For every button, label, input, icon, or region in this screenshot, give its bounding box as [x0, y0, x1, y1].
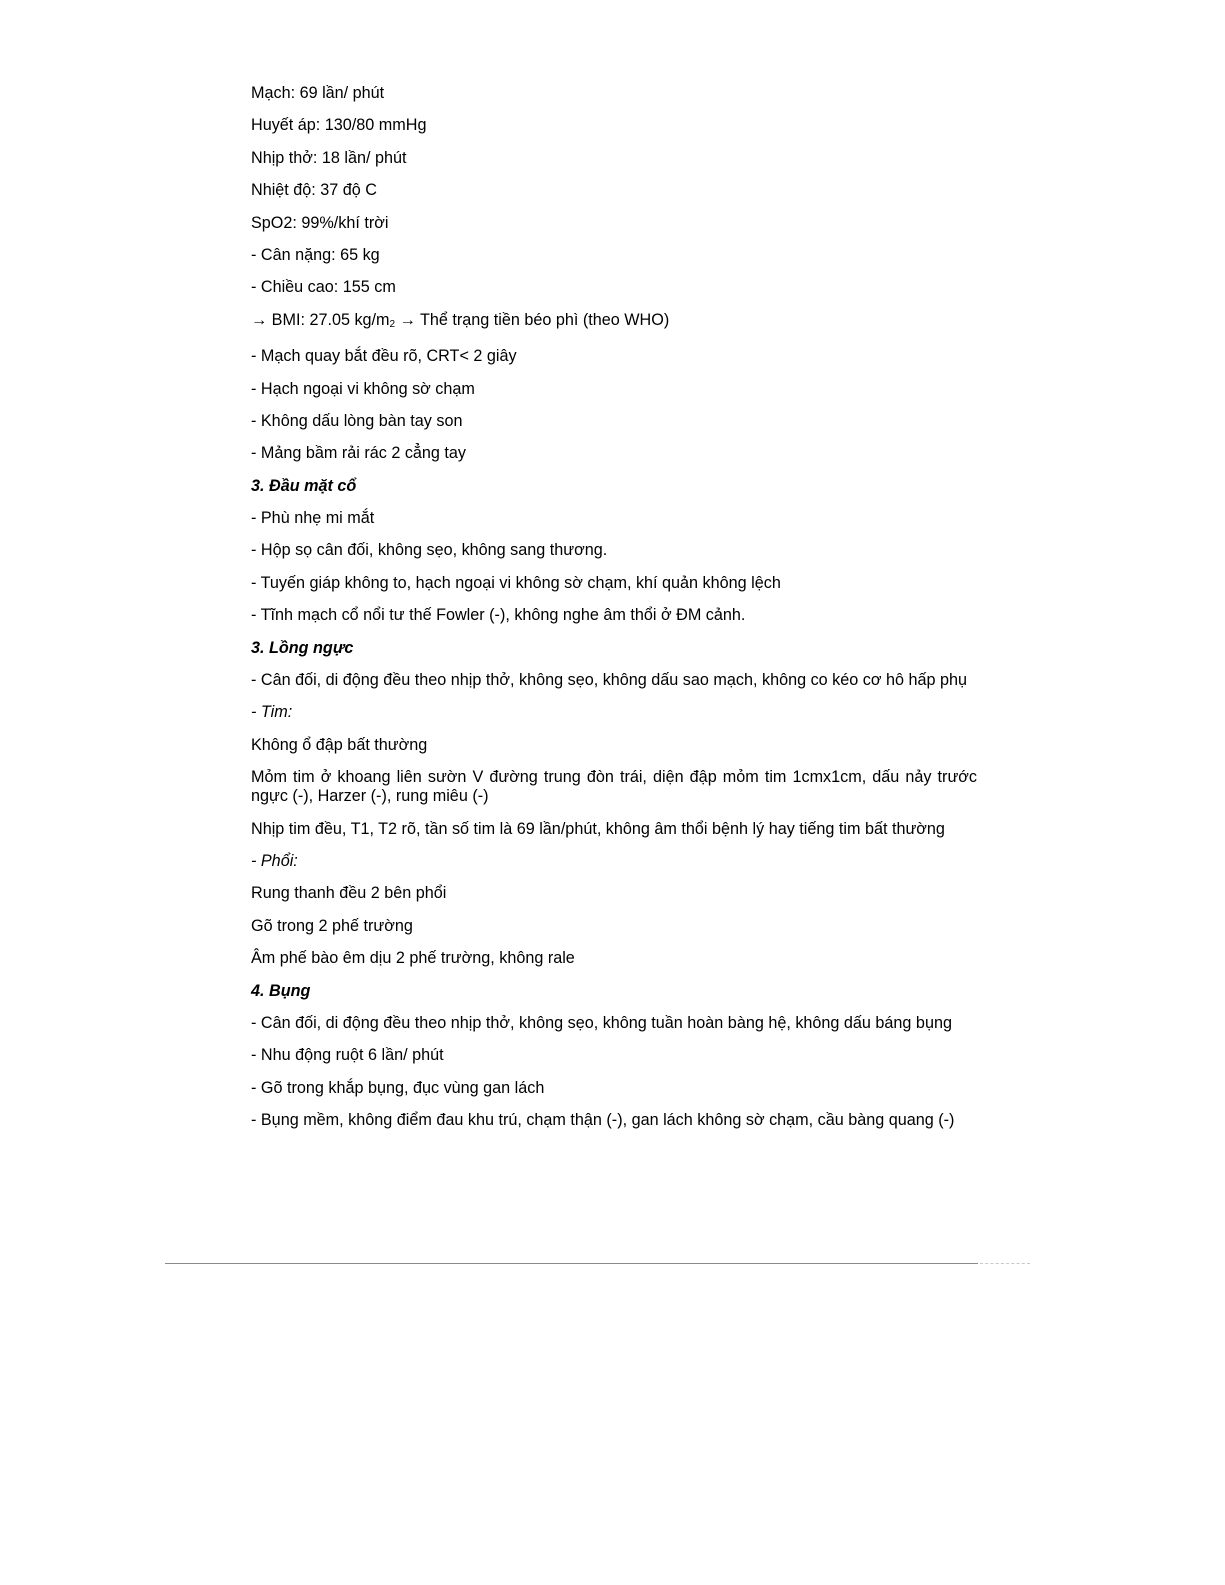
heart-item: Mỏm tim ở khoang liên sườn V đường trung đòn trái, diện đập mỏm tim 1cmx1cm, dấu nảy trước ngực (-), Harzer (-), rung miêu (-): [251, 768, 977, 806]
vital-bmi: [251, 311, 977, 334]
vital-palmar: - Không dấu lòng bàn tay son: [251, 411, 463, 430]
abdomen-item: - Nhu động ruột 6 lần/ phút: [251, 1046, 444, 1065]
section-heading-chest: 3. Lồng ngực: [251, 638, 354, 657]
vital-blood-pressure: Huyết áp: 130/80 mmHg: [251, 116, 427, 135]
head-neck-item: - Phù nhẹ mi mắt: [251, 509, 375, 528]
abdomen-item: - Bụng mềm, không điểm đau khu trú, chạm thận (-), gan lách không sờ chạm, cầu bàng quang (-): [251, 1111, 955, 1130]
vital-lymph: - Hạch ngoại vi không sờ chạm: [251, 379, 475, 398]
lung-item: Gõ trong 2 phế trường: [251, 916, 413, 935]
head-neck-item: - Hộp sọ cân đối, không sẹo, không sang thương.: [251, 541, 608, 560]
head-neck-item: - Tuyến giáp không to, hạch ngoại vi không sờ chạm, khí quản không lệch: [251, 573, 781, 592]
document-body: [251, 84, 977, 1144]
vital-radial-pulse: - Mạch quay bắt đều rõ, CRT< 2 giây: [251, 347, 517, 366]
abdomen-item: - Gõ trong khắp bụng, đục vùng gan lách: [251, 1078, 545, 1097]
heart-item: Nhịp tim đều, T1, T2 rõ, tần số tim là 69 lần/phút, không âm thổi bệnh lý hay tiếng tim bất thường: [251, 819, 945, 838]
chest-general: - Cân đối, di động đều theo nhịp thở, không sẹo, không dấu sao mạch, không co kéo cơ hô hấp phụ: [251, 671, 967, 690]
abdomen-item: - Cân đối, di động đều theo nhịp thở, không sẹo, không tuần hoàn bàng hệ, không dấu báng bụng: [251, 1013, 952, 1032]
vital-height: - Chiều cao: 155 cm: [251, 278, 396, 297]
heart-label: - Tim:: [251, 703, 293, 722]
vital-spo2: SpO2: 99%/khí trời: [251, 213, 389, 232]
vital-pulse: Mạch: 69 lần/ phút: [251, 84, 385, 102]
lung-label: - Phổi:: [251, 851, 298, 870]
vital-respiratory-rate: Nhịp thở: 18 lần/ phút: [251, 148, 407, 167]
footer-divider: [165, 1263, 978, 1264]
lung-item: Rung thanh đều 2 bên phổi: [251, 884, 447, 903]
heart-item: Không ổ đập bất thường: [251, 735, 428, 754]
section-heading-abdomen: 4. Bụng: [251, 981, 311, 1000]
lung-item: Âm phế bào êm dịu 2 phế trường, không rale: [251, 949, 575, 968]
bmi-suffix: → Thể trạng tiền béo phì (theo WHO): [395, 310, 670, 329]
vital-temperature: Nhiệt độ: 37 độ C: [251, 181, 377, 200]
footer-divider-tail: [980, 1263, 1030, 1264]
bmi-subscript: 2: [389, 318, 396, 330]
vital-bruises: - Mảng bầm rải rác 2 cẳng tay: [251, 444, 467, 463]
section-heading-head-neck: 3. Đầu mặt cổ: [251, 476, 357, 495]
head-neck-item: - Tĩnh mạch cổ nổi tư thế Fowler (-), không nghe âm thổi ở ĐM cảnh.: [251, 606, 746, 625]
vital-weight: - Cân nặng: 65 kg: [251, 245, 380, 264]
bmi-prefix: → BMI: 27.05 kg/m: [251, 310, 390, 329]
